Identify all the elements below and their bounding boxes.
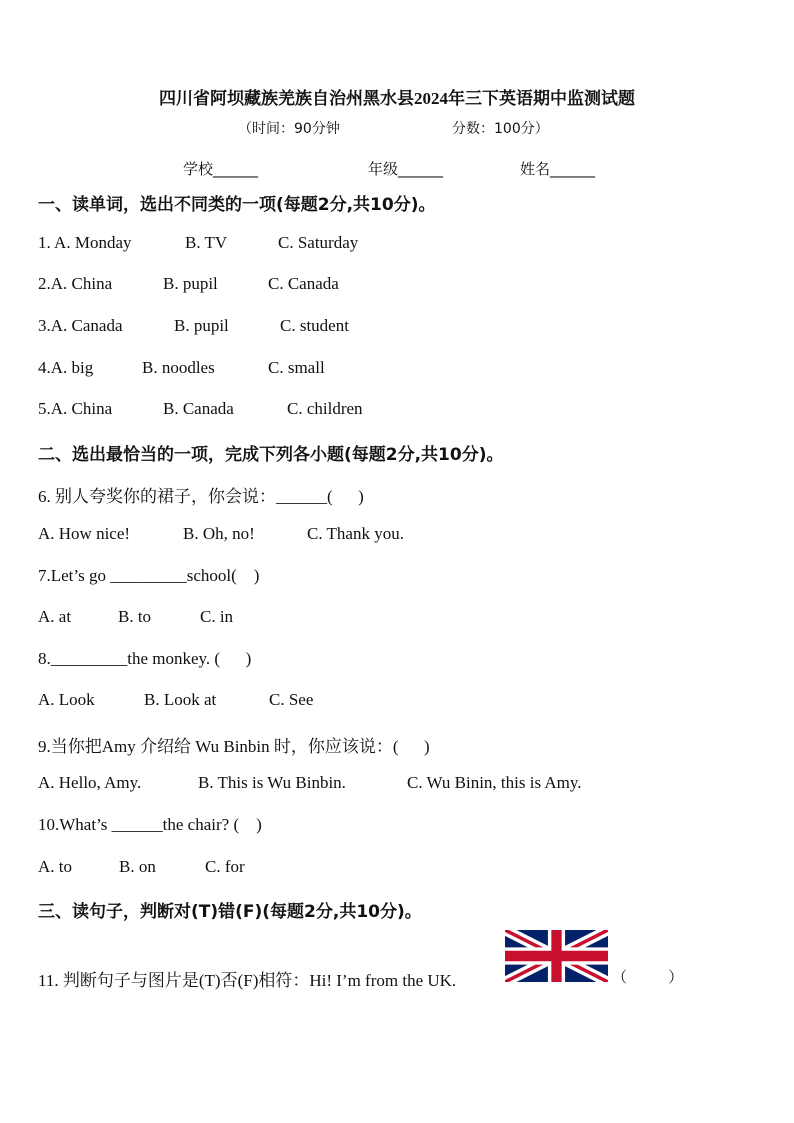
q1-option-c: C. Saturday (278, 233, 359, 252)
q10-stem: 10.What’s ______the chair? ( ) (38, 815, 262, 834)
uk-flag-image (505, 930, 608, 982)
grade-field: 年级______ (368, 160, 444, 178)
q10-option-c: C. for (205, 857, 245, 876)
q11-answer-paren: （ ） (612, 970, 684, 986)
q6-option-b: B. Oh, no! (183, 524, 255, 543)
question-5 (38, 399, 758, 421)
q5-option-b: B. Canada (163, 399, 234, 418)
q8-option-a: A. Look (38, 690, 95, 709)
exam-score: 分数：100分） (452, 121, 549, 137)
question-3 (38, 316, 758, 338)
section-2-heading: 二、选出最恰当的一项，完成下列各小题(每题2分,共10分)。 (38, 445, 504, 465)
q3-option-a: 3.A. Canada (38, 316, 123, 335)
q11-stem: 11. 判断句子与图片是(T)否(F)相符：Hi! I’m from the UK. (38, 971, 457, 990)
question-4 (38, 358, 758, 380)
q4-option-b: B. noodles (142, 358, 215, 377)
question-6-options (38, 524, 758, 546)
q1-option-b: B. TV (185, 233, 228, 252)
q1-option-a: 1. A. Monday (38, 233, 132, 252)
q8-stem: 8._________the monkey. ( ) (38, 649, 252, 668)
q7-option-b: B. to (118, 607, 152, 626)
q7-stem: 7.Let’s go _________school( ) (38, 566, 260, 585)
q3-option-b: B. pupil (174, 316, 229, 335)
q6-option-c: C. Thank you. (307, 524, 404, 543)
q8-option-c: C. See (269, 690, 314, 709)
school-field: 学校______ (183, 160, 259, 178)
q10-option-b: B. on (119, 857, 156, 876)
q9-option-a: A. Hello, Amy. (38, 773, 142, 792)
question-8-options (38, 690, 758, 712)
question-9-options (38, 773, 758, 795)
q9-stem: 9.当你把Amy 介绍给 Wu Binbin 时，你应该说：( ) (38, 737, 430, 756)
q7-option-c: C. in (200, 607, 234, 626)
q2-option-b: B. pupil (163, 274, 218, 293)
q5-option-c: C. children (287, 399, 363, 418)
q10-option-a: A. to (38, 857, 72, 876)
q8-option-b: B. Look at (144, 690, 217, 709)
q7-option-a: A. at (38, 607, 72, 626)
exam-time: （时间：90分钟 (238, 121, 340, 137)
section-3-heading: 三、读句子，判断对(T)错(F)(每题2分,共10分)。 (38, 902, 422, 922)
section-1-heading: 一、读单词，选出不同类的一项(每题2分,共10分)。 (38, 195, 436, 215)
q9-option-b: B. This is Wu Binbin. (198, 773, 346, 792)
question-7-options (38, 607, 758, 629)
question-1 (38, 233, 758, 255)
q2-option-a: 2.A. China (38, 274, 113, 293)
q3-option-c: C. student (280, 316, 349, 335)
q6-option-a: A. How nice! (38, 524, 131, 543)
question-2 (38, 274, 758, 296)
page-title: 四川省阿坝藏族羌族自治州黑水县2024年三下英语期中监测试题 (159, 89, 635, 108)
q9-option-c: C. Wu Binin, this is Amy. (407, 773, 582, 792)
q4-option-a: 4.A. big (38, 358, 94, 377)
q2-option-c: C. Canada (268, 274, 339, 293)
name-field: 姓名______ (520, 160, 596, 178)
q6-stem: 6. 别人夸奖你的裙子，你会说：______( ) (38, 487, 364, 506)
q5-option-a: 5.A. China (38, 399, 113, 418)
question-10-options (38, 857, 758, 879)
q4-option-c: C. small (268, 358, 325, 377)
